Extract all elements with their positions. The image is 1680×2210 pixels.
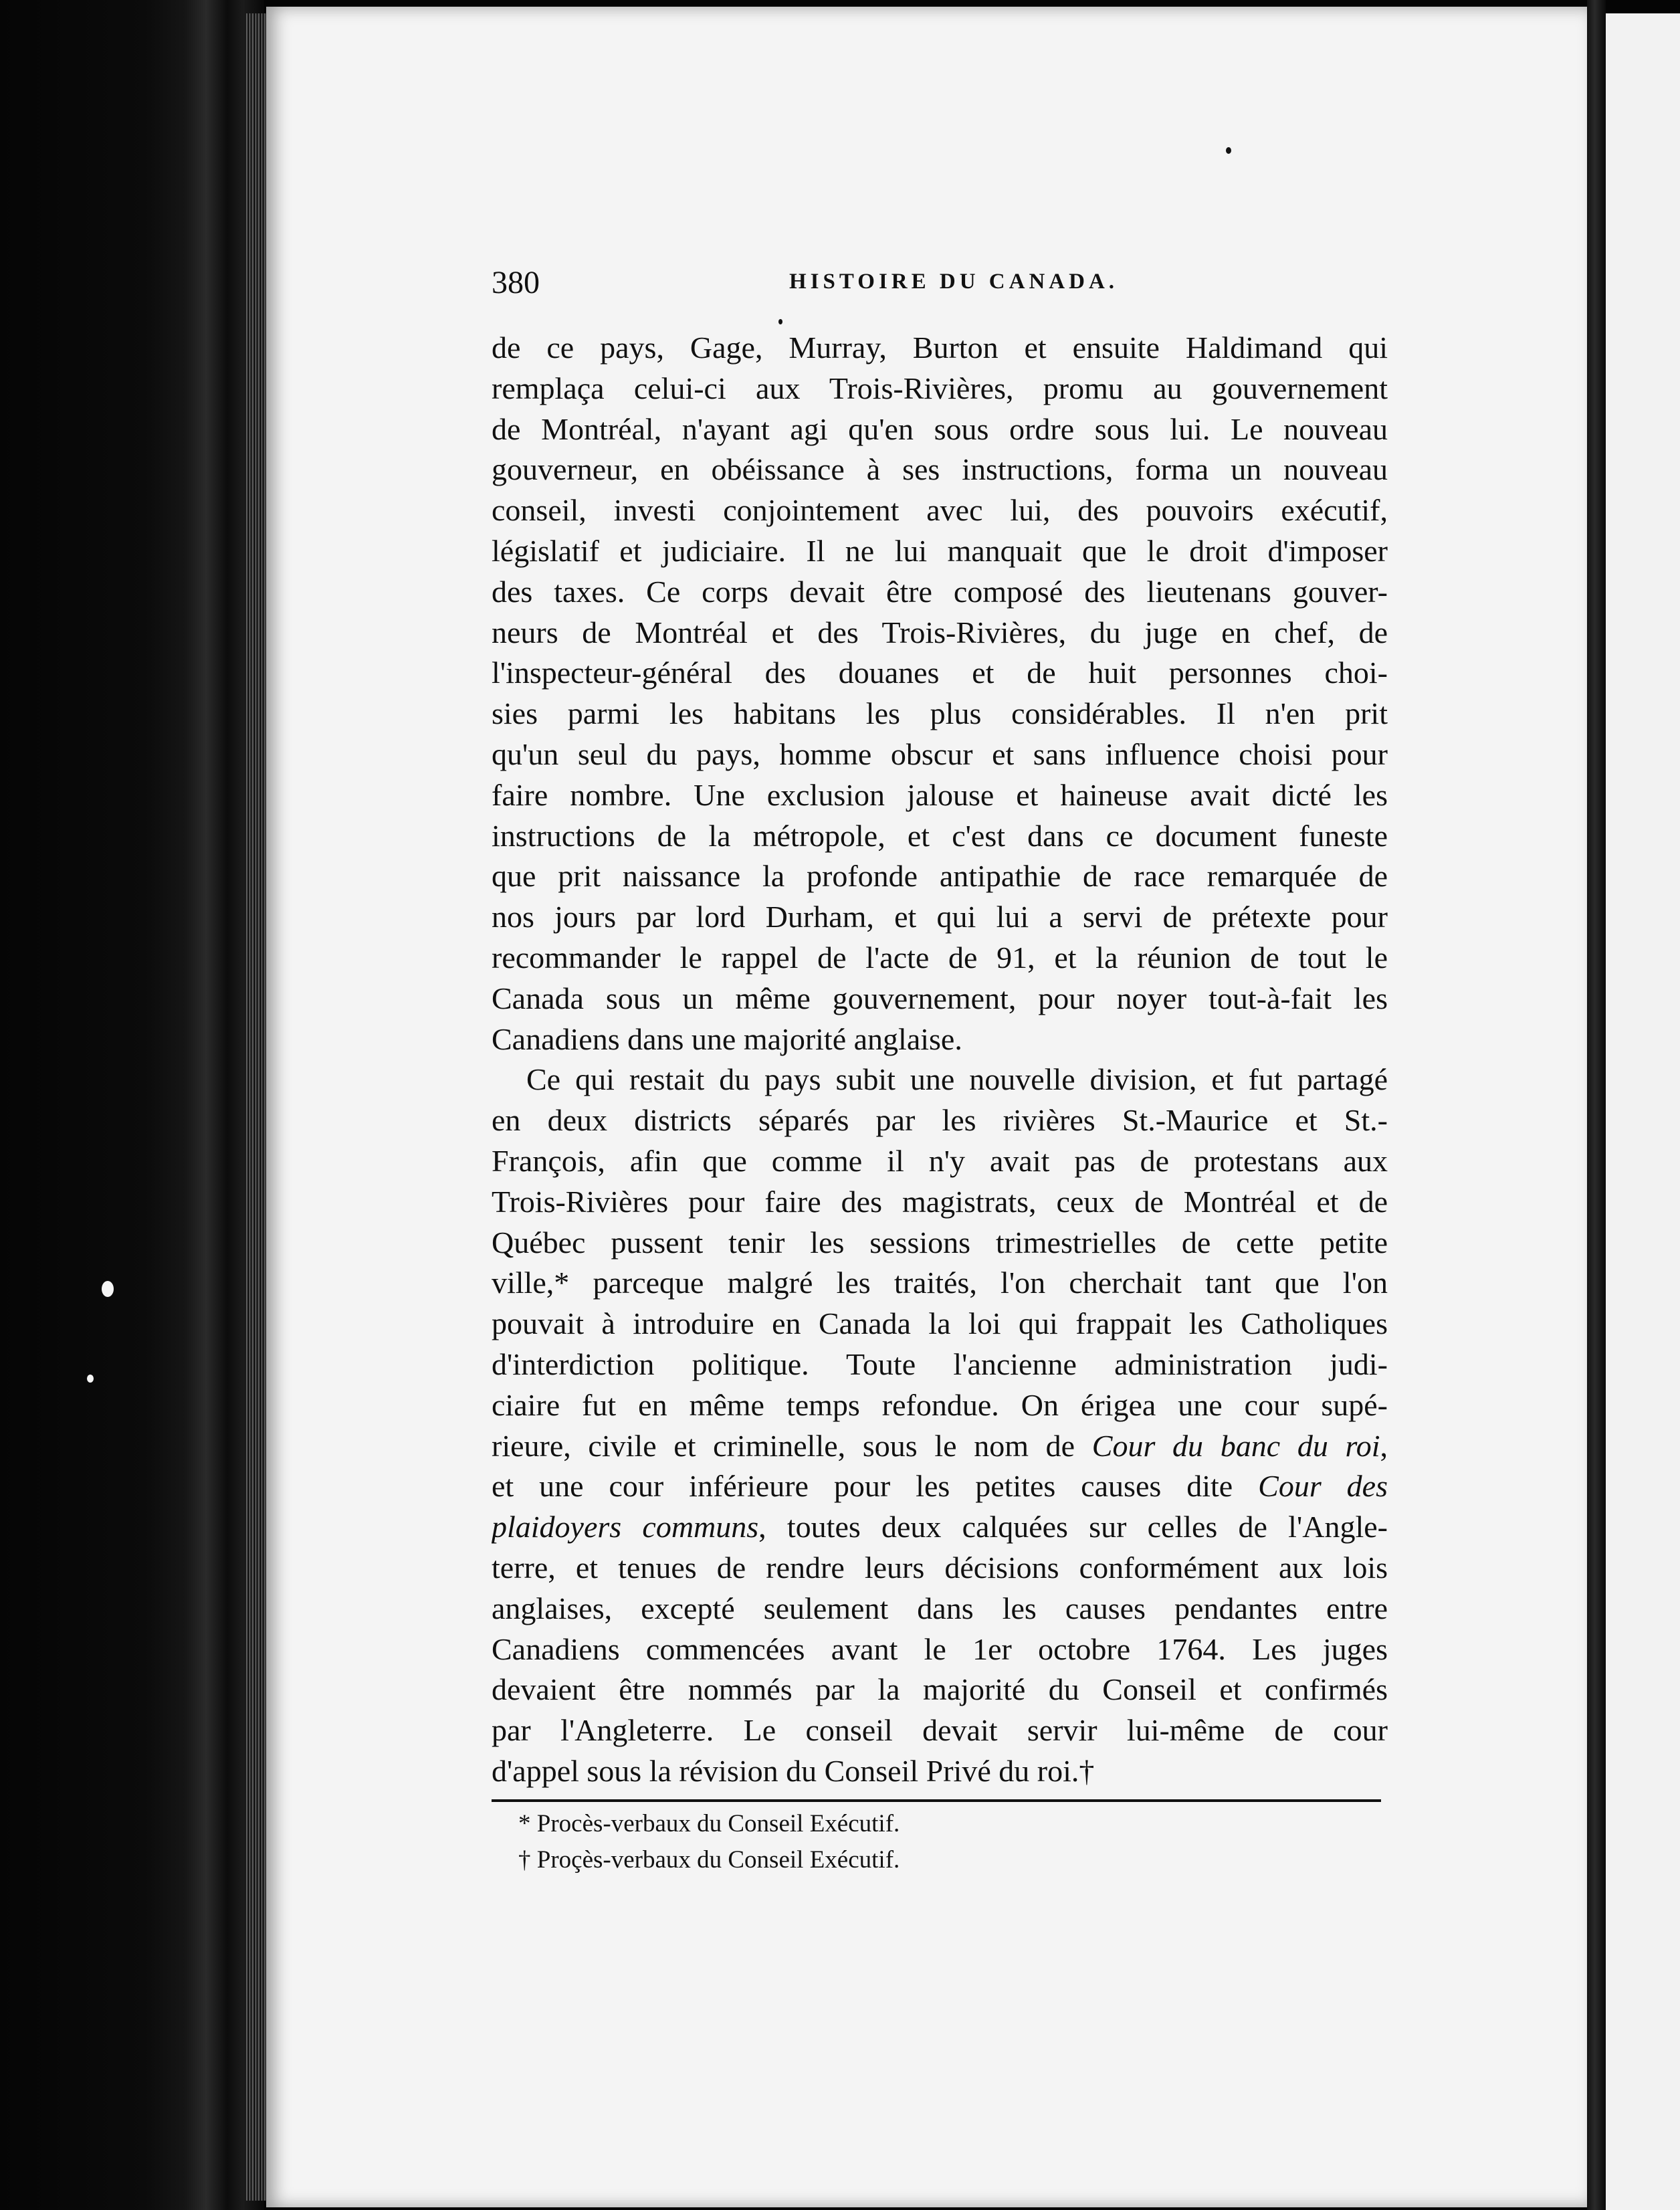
text-line: qu'un seul du pays, homme obscur et sans influence choisi pour	[492, 736, 1388, 771]
text-line: ville,* parceque malgré les traités, l'on cherchait tant que l'on	[492, 1266, 1388, 1300]
text-line: terre, et tenues de rendre leurs décisions conformément aux lois	[492, 1550, 1388, 1585]
paragraph-last-line: d'appel sous la révision du Conseil Privé du roi.†	[492, 1753, 1095, 1788]
text-line: plaidoyers communs, toutes deux calquées sur celles de l'Angle-	[492, 1510, 1388, 1544]
footnote: * Procès-verbaux du Conseil Exécutif.	[518, 1810, 900, 1837]
text-line: ciaire fut en même temps refondue. On érigea une cour supé-	[492, 1387, 1388, 1422]
italic-term: plaidoyers communs	[492, 1510, 759, 1544]
text-line: sies parmi les habitans les plus considérables. Il n'en prit	[492, 696, 1388, 731]
body-text	[492, 328, 1388, 1792]
paragraph-first-line: Ce qui restait du pays subit une nouvelle division, et fut partagé	[526, 1062, 1388, 1097]
text-line: neurs de Montréal et des Trois-Rivières, du juge en chef, de	[492, 615, 1388, 649]
running-title: HISTOIRE DU CANADA.	[789, 270, 1119, 294]
text-line: de ce pays, Gage, Murray, Burton et ensuite Haldimand qui	[492, 330, 1388, 365]
text-line: pouvait à introduire en Canada la loi qui frappait les Catholiques	[492, 1306, 1388, 1341]
text-line: Québec pussent tenir les sessions trimestrielles de cette petite	[492, 1225, 1388, 1260]
running-head	[492, 264, 1388, 311]
text-line: remplaça celui-ci aux Trois-Rivières, promu au gouvernement	[492, 371, 1388, 405]
text-line: l'inspecteur-général des douanes et de huit personnes choi-	[492, 656, 1388, 690]
facing-page-edge	[1606, 13, 1680, 2210]
page-number: 380	[492, 265, 540, 300]
italic-term: Cour du banc du roi	[1091, 1428, 1380, 1463]
text-line: faire nombre. Une exclusion jalouse et haineuse avait dicté les	[492, 777, 1388, 812]
footnote: † Proçès-verbaux du Conseil Exécutif.	[518, 1846, 900, 1874]
text-line: anglaises, excepté seulement dans les causes pendantes entre	[492, 1591, 1388, 1625]
text-line: François, afin que comme il n'y avait pas de protestans aux	[492, 1143, 1388, 1178]
paper-speck	[87, 1375, 94, 1383]
text-line: que prit naissance la profonde antipathie de race remarquée de	[492, 859, 1388, 894]
ink-speck	[778, 319, 782, 324]
ink-speck	[1226, 147, 1231, 154]
text-line: gouverneur, en obéissance à ses instructions, forma un nouveau	[492, 452, 1388, 487]
text-line: législatif et judiciaire. Il ne lui manquait que le droit d'imposer	[492, 533, 1388, 568]
text-line: Canadiens commencées avant le 1er octobre 1764. Les juges	[492, 1631, 1388, 1666]
gutter-shadow	[1587, 0, 1606, 2210]
text-line: d'interdiction politique. Toute l'ancienne administration judi-	[492, 1346, 1388, 1381]
text-line: et une cour inférieure pour les petites causes dite Cour des	[492, 1469, 1388, 1504]
text-line: de Montréal, n'ayant agi qu'en sous ordre sous lui. Le nouveau	[492, 411, 1388, 446]
text-line: Canada sous un même gouvernement, pour noyer tout-à-fait les	[492, 981, 1388, 1015]
text-line: Trois-Rivières pour faire des magistrats, ceux de Montréal et de	[492, 1184, 1388, 1219]
text-line: des taxes. Ce corps devait être composé des lieutenans gouver-	[492, 574, 1388, 609]
text-line: en deux districts séparés par les rivières St.-Maurice et St.-	[492, 1103, 1388, 1138]
text-line: devaient être nommés par la majorité du Conseil et confirmés	[492, 1672, 1388, 1707]
footnote-rule	[492, 1799, 1381, 1802]
text-line: rieure, civile et criminelle, sous le nom de Cour du banc du roi,	[492, 1428, 1388, 1463]
italic-term: Cour des	[1258, 1469, 1388, 1504]
text-line: par l'Angleterre. Le conseil devait servir lui-même de cour	[492, 1713, 1388, 1748]
page-stack-edge	[246, 13, 266, 2201]
footnotes	[518, 1806, 1321, 1878]
paragraph-last-line: Canadiens dans une majorité anglaise.	[492, 1021, 962, 1056]
text-line: conseil, investi conjointement avec lui, des pouvoirs exécutif,	[492, 493, 1388, 528]
book-spine-shadow	[0, 0, 264, 2210]
text-line: nos jours par lord Durham, et qui lui a servi de prétexte pour	[492, 900, 1388, 934]
paper-speck	[102, 1281, 114, 1297]
text-line: instructions de la métropole, et c'est dans ce document funeste	[492, 818, 1388, 853]
text-line: recommander le rappel de l'acte de 91, et la réunion de tout le	[492, 940, 1388, 975]
